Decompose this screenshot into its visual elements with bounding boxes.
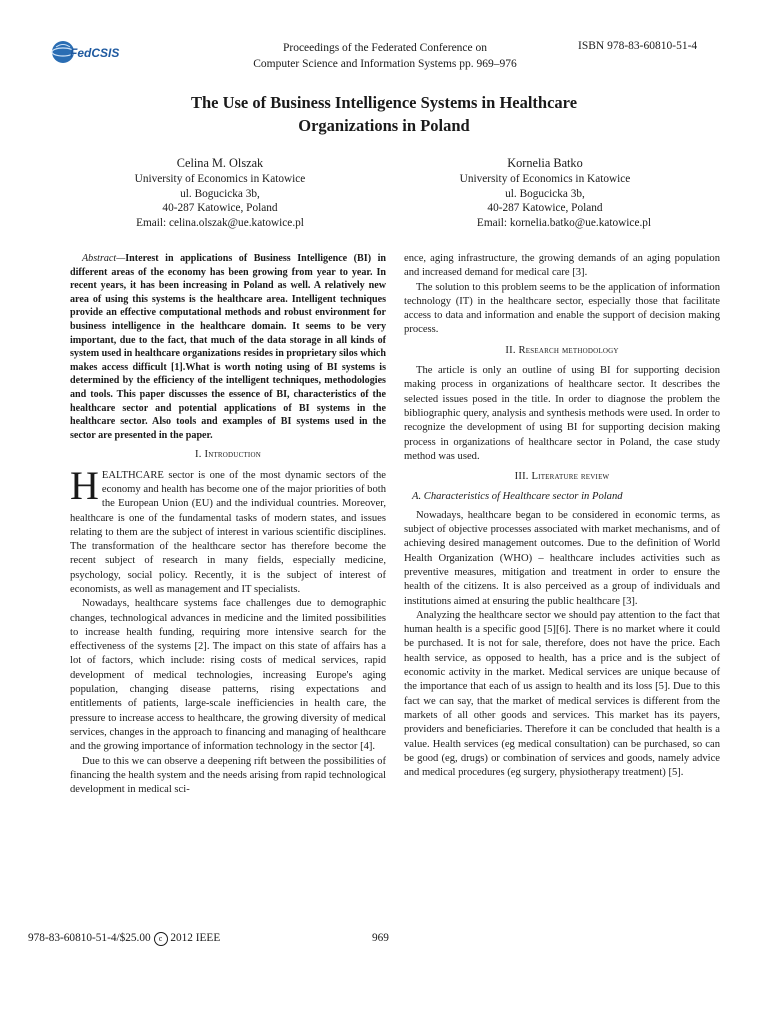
drop-cap: H	[70, 462, 99, 508]
paper-title	[80, 91, 688, 137]
right-column	[404, 252, 720, 780]
author-city: 40-287 Katowice, Poland	[162, 202, 278, 215]
title-line-1: The Use of Business Intelligence Systems in Healthcare	[190, 93, 578, 112]
author-block-2	[415, 156, 675, 231]
author-name: Kornelia Batko	[507, 156, 583, 170]
intro-paragraph-2: Nowadays, healthcare systems face challenges due to demographic changes, technological advances in medicine and the limited possibilities to increase health funding, requiring more intensive search for the effectiveness of the systems [2]. The impact on this state of affairs has a lot of factors, which include: rising costs of medical services, rapid development of medical technologies, increasing Europe's aging population, changing disease patterns, rising expectations and entitlements of patients, large-scale inefficiencies in health care, the pressure to increase access to healthcare, the growing diversity of medical services, changes in the approach to financing and managing of healthcare and the growing importance of information technology in the sector [4].	[70, 598, 386, 753]
author-block-1	[90, 156, 350, 231]
intro-paragraph-3: Due to this we can observe a deepening rift between the possibilities of financing the health system and the needs arising from rapid technological development in medical sci-	[70, 755, 386, 796]
subsection-heading-a: A. Characteristics of Healthcare sector in Poland	[412, 491, 623, 503]
left-column	[70, 252, 386, 797]
logo-text: FedCSIS	[70, 46, 120, 60]
author-email: Email: celina.olszak@ue.katowice.pl	[136, 217, 304, 230]
abstract	[70, 252, 386, 442]
page-number: 969	[372, 932, 389, 944]
isbn: ISBN 978-83-60810-51-4	[578, 40, 698, 52]
author-email: Email: kornelia.batko@ue.katowice.pl	[476, 217, 652, 230]
conference-logo	[50, 38, 120, 66]
section-heading-methodology: II. Research methodology	[505, 344, 619, 356]
footer-price-line: 978-83-60810-51-4/$25.00	[28, 932, 151, 944]
literature-paragraph-1: Nowadays, healthcare began to be considered in economic terms, as subject of objective processes associated with market mechanisms, and of achieving desired management outcomes. Due to the definition of World Health Organization (WHO) – healthcare includes activities such as preventive measures, mitigation and treatment in order to ensure the health of the citizens. It is also perceived as a group of individuals and institutions aimed at ensuring the public healthcare [3].	[404, 509, 720, 607]
author-street: ul. Bogucicka 3b,	[180, 187, 260, 200]
abstract-text: Interest in applications of Business Intelligence (BI) in different areas of the economy has been growing from year to year. In recent years, it has been increasing in Poland as well. A relatively new area of using this systems is the healthcare area. Intelligent techniques provide an effective computational methods and robust environment for business intelligence in the healthcare domain. It seems to be very important, due to the fact, that much of the data storage in all kinds of system used in healthcare organizations resides in proprietary silos which makes access difficult [1].What is worth noting using of BI systems is determined by the efficiency of the intelligent techniques, methodologies and tools. This paper discusses the essence of BI, characteristics of the healthcare sector and potential applications of BI systems in the healthcare sector. Also tools and examples of BI systems used in the sector are presented in the paper.	[70, 253, 386, 441]
author-name: Celina M. Olszak	[176, 156, 264, 170]
section-heading-literature: III. Literature review	[514, 471, 610, 483]
intro-paragraph-1	[70, 462, 386, 598]
right-paragraph-1: ence, aging infrastructure, the growing demands of an aging population and increased demand for medical care [3].	[404, 253, 720, 279]
copyright-icon: c	[154, 932, 168, 946]
intro-paragraph-1-text: EALTHCARE sector is one of the most dynamic sectors of the economy and health has become one of the major priorities of both the European Union (EU) and the individual countries. Moreover, healthcare is one of the fundamental tasks of modern states, and issues relating to them are the subject of interest in various scientific disciplines. The transformation of the healthcare sector has therefore become the recent subject of research in many fields, especially medicine, psychology, social policy. Recently, it is the subject of interest of economists, as well as management and IT specialists.	[70, 469, 386, 595]
methodology-paragraph: The article is only an outline of using BI for supporting decision making process in organizations of healthcare sector. It describes the selected issues posed in the title. In order to diagnose the problem the bibliographic query, analysis and synthesis methods were used. In order to recognize the development of using BI for supporting decision making process in organizations of healthcare sector in Poland, the case study method was used.	[404, 365, 720, 462]
abstract-label: Abstract—	[82, 253, 126, 264]
proceedings-header	[200, 40, 570, 72]
footer-copyright-text: 2012 IEEE	[170, 932, 221, 944]
author-city: 40-287 Katowice, Poland	[487, 202, 603, 215]
section-heading-introduction: I. Introduction	[195, 449, 261, 461]
right-paragraph-2: The solution to this problem seems to be the application of information technology (IT) in the healthcare sector, especially those that facilitate access to data and information and enable the support of decision making process.	[404, 281, 720, 336]
author-affiliation: University of Economics in Katowice	[134, 172, 306, 185]
proceedings-line-1: Proceedings of the Federated Conference on	[282, 42, 488, 54]
proceedings-line-2: Computer Science and Information Systems pp. 969–976	[253, 58, 517, 70]
literature-paragraph-2: Analyzing the healthcare sector we should pay attention to the fact that human health is a specific good [5][6]. There is no market where it could be purchased. It is not for sale, therefore, does not have the price. Each health service, as opposed to health, has a price and is the subject of economic activity in the market. Medical services are unique because of the importance that each of us assign to health and its loss [5]. Due to this fact we can say, that the market of medical services is different from the markets of all other goods and services. This market has its payers, providers and beneficiaries. Therefore it can be concluded that health is a value. Health services (eg medical consultation) can be purchased, so can be good (eg, drugs) or combination of services and goods, namely advice and medical procedures (eg surgery, physiotherapy treatment) [5].	[404, 609, 720, 779]
author-street: ul. Bogucicka 3b,	[505, 187, 585, 200]
title-line-2: Organizations in Poland	[298, 116, 470, 135]
footer-copyright	[28, 932, 220, 946]
author-affiliation: University of Economics in Katowice	[459, 172, 631, 185]
